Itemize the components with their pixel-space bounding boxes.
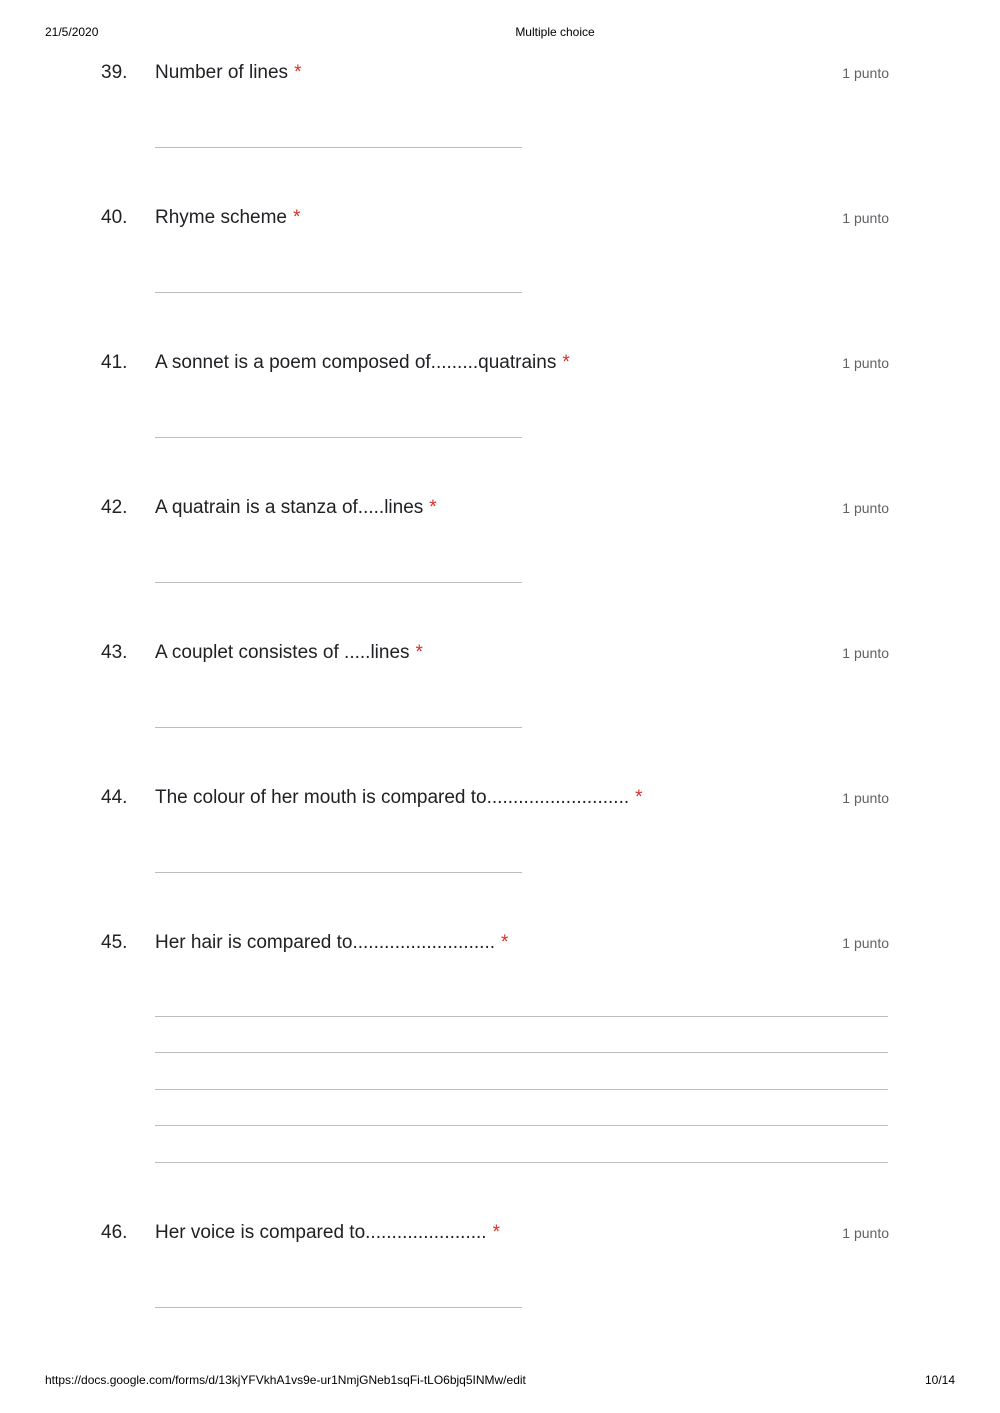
page-title: Multiple choice [515,25,595,39]
question-number: 41. [101,352,128,373]
question-title [155,497,437,519]
print-footer [0,1373,1000,1389]
question-number: 40. [101,207,128,228]
question-text: Her voice is compared to....................... [155,1222,487,1243]
question-points: 1 punto [842,65,889,81]
answer-line [155,1089,888,1090]
question-number: 39. [101,62,128,83]
question-text: A quatrain is a stanza of.....lines [155,497,424,518]
required-asterisk: * [492,1222,500,1243]
question-number: 42. [101,497,128,518]
answer-line [155,1162,888,1163]
question-points: 1 punto [842,935,889,951]
question-title [155,1222,500,1244]
question-points: 1 punto [842,645,889,661]
question-title [155,932,508,954]
short-answer-field-39[interactable] [155,147,522,148]
print-date: 21/5/2020 [45,25,99,39]
question-points: 1 punto [842,790,889,806]
question-points: 1 punto [842,1225,889,1241]
question-title [155,62,301,84]
question-text: Number of lines [155,62,289,83]
short-answer-field-41[interactable] [155,437,522,438]
required-asterisk: * [562,352,570,373]
page-url: https://docs.google.com/forms/d/13kjYFVkhA1vs9e-ur1NmjGNeb1sqFi-tLO6bjq5INMw/edit [45,1373,526,1387]
answer-line [155,1052,888,1053]
answer-line [155,1125,888,1126]
question-number: 43. [101,642,128,663]
question-points: 1 punto [842,355,889,371]
question-points: 1 punto [842,500,889,516]
short-answer-field-40[interactable] [155,292,522,293]
question-number: 44. [101,787,128,808]
required-asterisk: * [429,497,437,518]
required-asterisk: * [635,787,643,808]
question-number: 45. [101,932,128,953]
question-text: A couplet consistes of .....lines [155,642,410,663]
short-answer-field-43[interactable] [155,727,522,728]
required-asterisk: * [415,642,423,663]
short-answer-field-46[interactable] [155,1307,522,1308]
question-text: Rhyme scheme [155,207,287,228]
required-asterisk: * [293,207,301,228]
question-number: 46. [101,1222,128,1243]
required-asterisk: * [501,932,509,953]
page-counter: 10/14 [924,1373,955,1387]
question-title [155,207,300,229]
required-asterisk: * [294,62,302,83]
question-text: A sonnet is a poem composed of.........quatrains [155,352,557,373]
print-header [0,25,1000,41]
question-text: Her hair is compared to........................... [155,932,495,953]
question-title [155,352,570,374]
answer-line [155,1016,888,1017]
question-points: 1 punto [842,210,889,226]
question-title [155,787,643,809]
question-title [155,642,423,664]
short-answer-field-42[interactable] [155,582,522,583]
short-answer-field-44[interactable] [155,872,522,873]
question-text: The colour of her mouth is compared to........................... [155,787,630,808]
